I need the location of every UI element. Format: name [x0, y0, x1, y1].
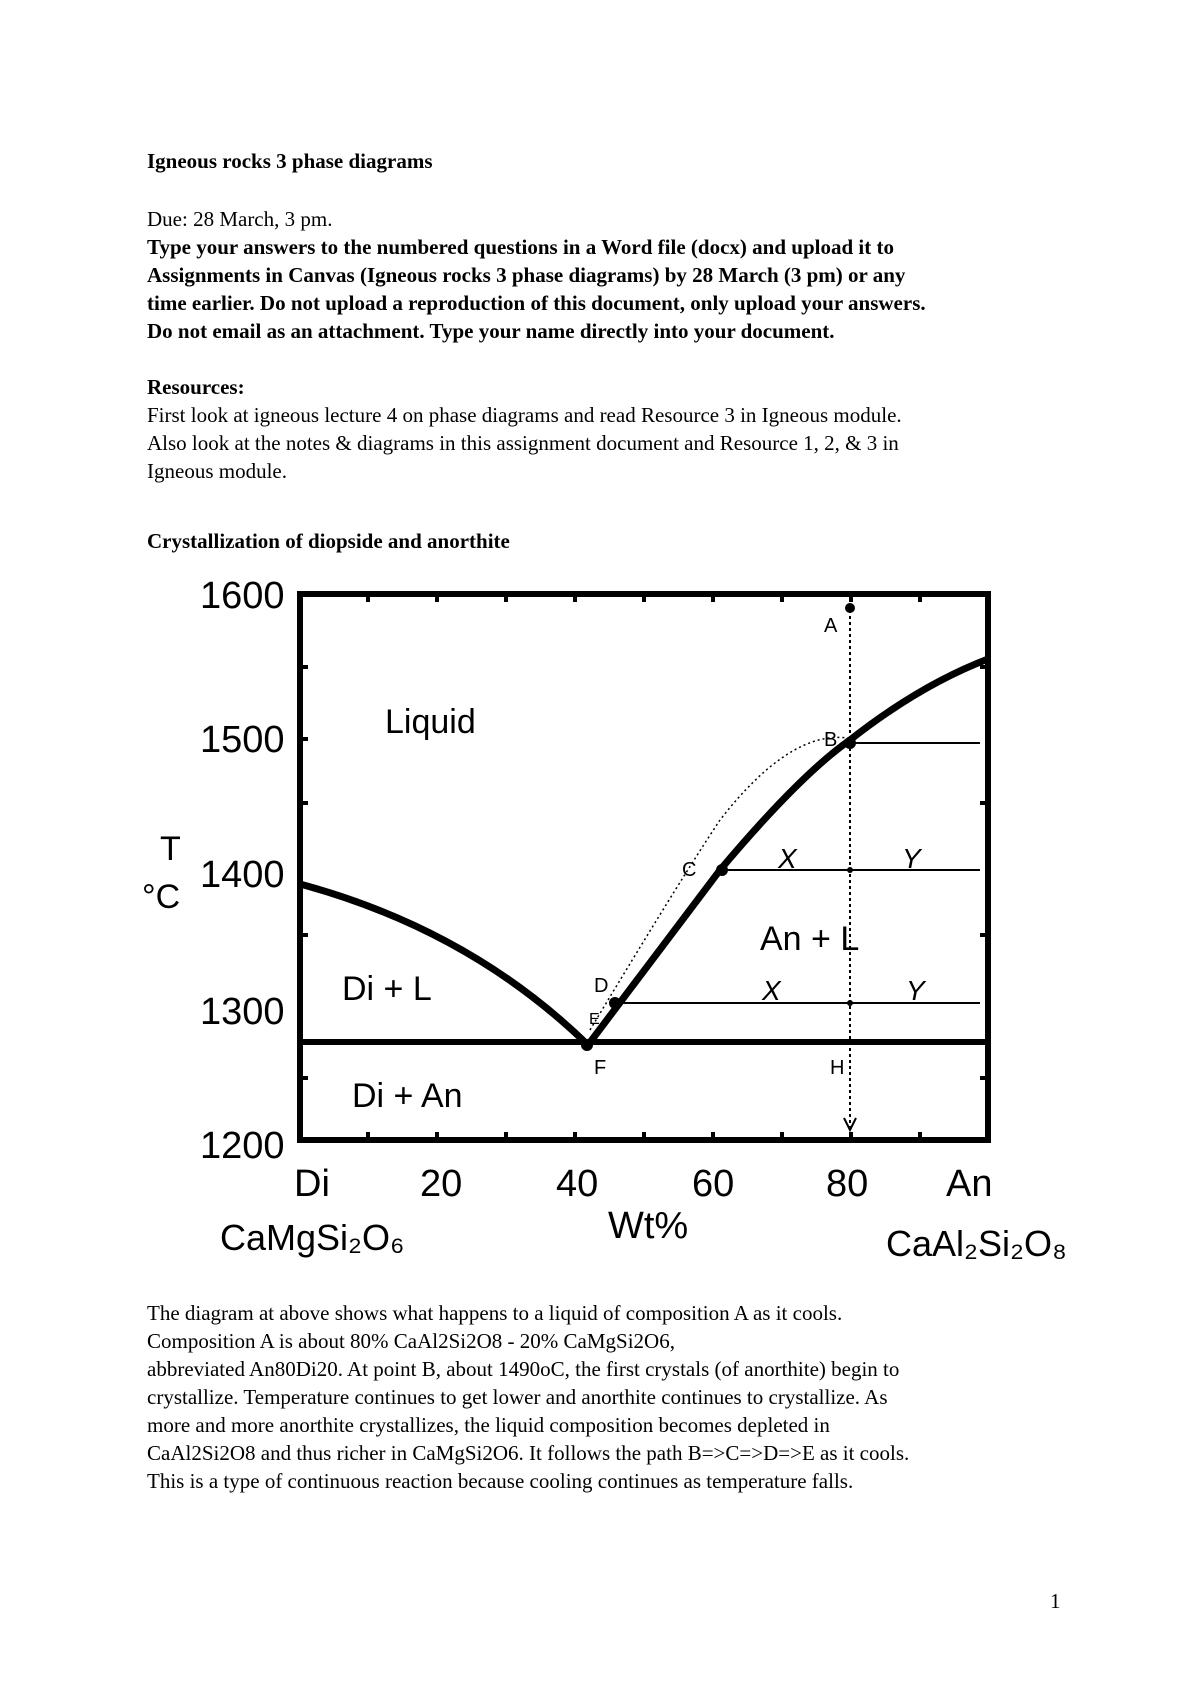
label-x: X: [762, 975, 781, 1006]
instruction-line: Type your answers to the numbered questions in a Word file (docx) and upload it to: [147, 235, 894, 259]
point-x-marker: [847, 867, 853, 873]
point-a-marker: [845, 603, 855, 613]
resources-line: First look at igneous lecture 4 on phase diagrams and read Resource 3 in Igneous module.: [147, 403, 902, 427]
x-axis-label: Wt%: [608, 1205, 689, 1247]
paragraph-line: crystallize. Temperature continues to get lower and anorthite continues to crystallize. As: [147, 1385, 888, 1409]
y-tick-label: 1600: [200, 575, 285, 617]
right-formula: CaAl₂Si₂O₈: [886, 1223, 1067, 1264]
x-tick-label: An: [946, 1163, 993, 1205]
section-heading: Crystallization of diopside and anorthite: [147, 529, 510, 553]
field-di-an: Di + An: [352, 1077, 463, 1115]
y-axis-label-t: T: [160, 830, 181, 868]
page-number: 1: [1050, 1589, 1061, 1613]
label-a: A: [824, 615, 838, 637]
x-tick-label: Di: [294, 1163, 330, 1205]
tick-marks: [300, 594, 988, 1140]
label-y: Y: [902, 843, 921, 874]
explanation-paragraph: [147, 1299, 1107, 1495]
arrow-head: [844, 1118, 856, 1130]
paragraph-line: more and more anorthite crystallizes, the liquid composition becomes depleted in: [147, 1413, 830, 1437]
point-f-marker: [581, 1039, 593, 1051]
liquidus-di: [300, 884, 588, 1045]
instruction-line: Do not email as an attachment. Type your name directly into your document.: [147, 319, 835, 343]
y-tick-label: 1500: [200, 719, 285, 761]
label-b: B: [824, 729, 838, 751]
label-d: D: [594, 975, 609, 997]
label-y: Y: [906, 975, 925, 1006]
plot-frame: [300, 594, 988, 1140]
instruction-line: Assignments in Canvas (Igneous rocks 3 phase diagrams) by 28 March (3 pm) or any: [147, 263, 906, 287]
paragraph-line: abbreviated An80Di20. At point B, about 1490oC, the first crystals (of anorthite) begin to: [147, 1357, 900, 1381]
point-d-marker: [609, 997, 621, 1009]
y-tick-label: 1400: [200, 854, 285, 896]
x-tick-label: 20: [420, 1163, 463, 1205]
field-liquid: Liquid: [385, 703, 476, 741]
resources-heading: Resources:: [147, 375, 245, 399]
point-c-marker: [716, 864, 728, 876]
label-c: C: [682, 859, 697, 881]
y-tick-label: 1300: [200, 991, 285, 1033]
y-axis-label-c: °C: [142, 878, 181, 916]
left-formula: CaMgSi₂O₆: [220, 1217, 405, 1258]
label-f: F: [594, 1057, 607, 1079]
due-date: Due: 28 March, 3 pm.: [147, 207, 333, 231]
x-tick-label: 60: [692, 1163, 735, 1205]
y-tick-label: 1200: [200, 1125, 285, 1167]
resources-line: Also look at the notes & diagrams in this assignment document and Resource 1, 2, & 3 in: [147, 431, 899, 455]
paragraph-line: Composition A is about 80% CaAl2Si2O8 - 20% CaMgSi2O6,: [147, 1329, 675, 1353]
label-x: X: [778, 843, 797, 874]
x-tick-label: 40: [556, 1163, 599, 1205]
paragraph-line: The diagram at above shows what happens to a liquid of composition A as it cools.: [147, 1301, 843, 1325]
field-an-l: An + L: [760, 920, 860, 958]
point-b-marker: [844, 737, 856, 749]
document-title: Igneous rocks 3 phase diagrams: [147, 149, 433, 173]
label-h: H: [830, 1057, 845, 1079]
x-tick-label: 80: [826, 1163, 869, 1205]
label-e: E: [589, 1011, 600, 1028]
paragraph-line: This is a type of continuous reaction because cooling continues as temperature falls.: [147, 1469, 854, 1493]
field-di-l: Di + L: [342, 970, 432, 1008]
instruction-line: time earlier. Do not upload a reproduction of this document, only upload your answers.: [147, 291, 926, 315]
paragraph-line: CaAl2Si2O8 and thus richer in CaMgSi2O6. It follows the path B=>C=>D=>E as it cools.: [147, 1441, 910, 1465]
resources-line: Igneous module.: [147, 459, 287, 483]
point-y-marker: [847, 1000, 853, 1006]
